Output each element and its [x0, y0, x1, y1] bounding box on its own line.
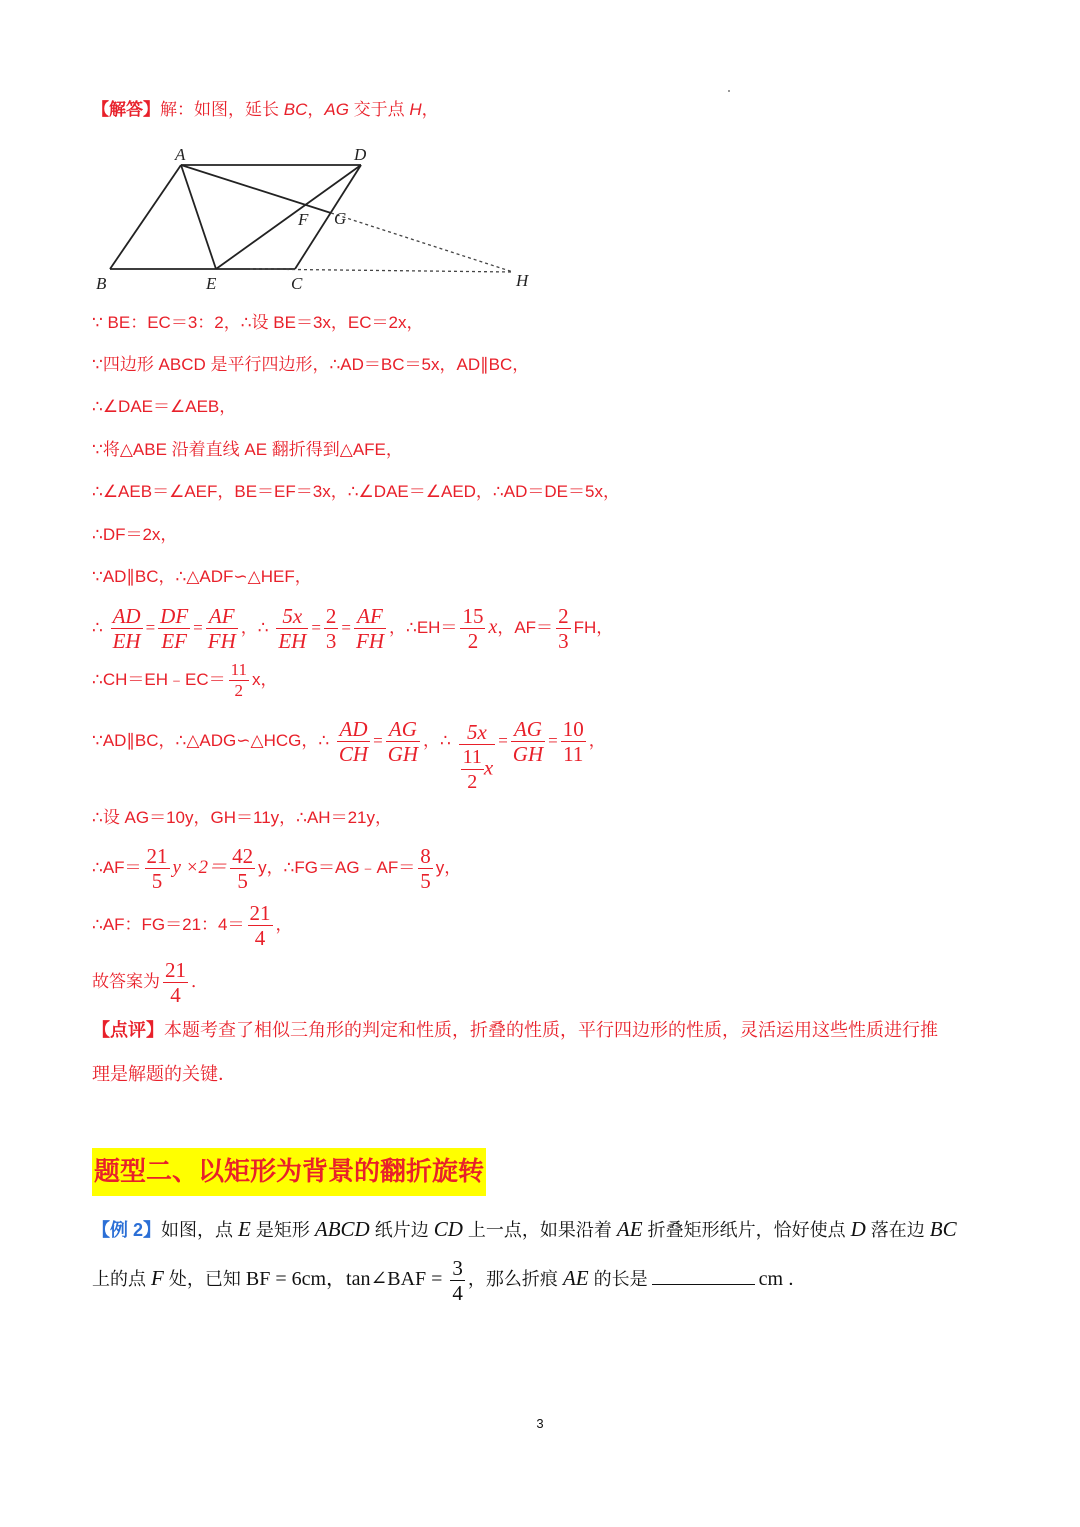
example-line-2: 上的点 F 处，已知 BF = 6cm，tan∠BAF = $\frac{3}{4}$ ，那么折痕 AE 的长是 cm ． — [92, 1255, 807, 1305]
edge-AB — [110, 165, 181, 269]
step-2: ∵四边形 ABCD 是平行四边形，∴AD＝BC＝5x，AD∥BC， — [92, 355, 530, 374]
step-5: ∴∠AEB＝∠AEF，BE＝EF＝3x，∴∠DAE＝∠AED，∴AD＝DE＝5x， — [92, 482, 620, 501]
final-answer: 故答案为 $\frac{21}{4}$ ． — [92, 958, 208, 1008]
label-B: B — [96, 274, 107, 293]
label-H: H — [516, 271, 529, 290]
fraction: $\frac{11}{2}$ — [230, 660, 247, 701]
answer-intro: 【解答】解：如图，延长 BC，AG 交于点 H， — [92, 100, 439, 119]
label-A: A — [175, 145, 186, 164]
step-9: ∴CH＝EH﹣EC＝ $\frac{11}{2}$ x， — [92, 660, 278, 701]
fraction: $\frac{10}{11}$ — [562, 717, 584, 767]
section-title: 题型二、以矩形为背景的翻折旋转 — [92, 1148, 486, 1196]
fraction: $\frac{3}{4}$ — [452, 1255, 463, 1305]
step-12: ∴AF＝ $\frac{21}{5}$ y ×2＝ $\frac{42}{5}$ y，∴FG＝AG﹣AF＝ $\frac{8}{5}$ y， — [92, 844, 462, 894]
step-4: ∵将△ABE 沿着直线 AE 翻折得到△AFE， — [92, 440, 403, 459]
dashed-GH — [331, 213, 513, 272]
label-C: C — [291, 274, 303, 293]
fraction: $\frac{15}{2}$ — [462, 604, 484, 654]
label-G: G — [334, 209, 347, 228]
label-E: E — [206, 274, 217, 293]
fraction: $\frac{11}{2}$ — [462, 745, 482, 793]
step-1: ∵ BE：EC＝3：2，∴设 BE＝3x，EC＝2x， — [92, 313, 424, 332]
step-8: ∴ $\frac{AD}{EH}$ = $\frac{DF}{EF}$ = $\frac{AF}{FH}$ ，∴ $\frac{5x}{EH}$ = $\frac{2}{3}$ = $\frac{AF}{FH}$ ，∴EH＝ $\frac{15}{2}$ x，AF＝ $\frac{2}{3}$ FH， — [92, 604, 614, 654]
segment-AE — [181, 165, 216, 269]
scan-dot — [728, 90, 730, 92]
fraction: $\frac{AF}{FH}$ — [356, 604, 384, 654]
step-6: ∴DF＝2x， — [92, 525, 178, 544]
fraction: $\frac{DF}{EF}$ — [160, 604, 189, 654]
label-F: F — [298, 210, 309, 229]
fraction: $\frac{8}{5}$ — [420, 844, 431, 894]
fraction: $\frac{21}{4}$ — [249, 901, 271, 951]
segment-AG — [181, 165, 331, 213]
step-7: ∵AD∥BC，∴△ADF∽△HEF， — [92, 567, 312, 586]
fraction: $\frac{21}{5}$ — [146, 844, 168, 894]
fraction: $\frac{5x}{EH}$ — [278, 604, 307, 654]
fraction: $\frac{2}{3}$ — [558, 604, 569, 654]
fraction: $\frac{AF}{FH}$ — [207, 604, 236, 654]
example-tag: 【例 2】 — [92, 1220, 162, 1240]
page-number: 3 — [536, 1416, 544, 1431]
step-3: ∴∠DAE＝∠AEB， — [92, 397, 237, 416]
fraction: $\frac{42}{5}$ — [232, 844, 254, 894]
step-11: ∴设 AG＝10y，GH＝11y，∴AH＝21y， — [92, 808, 392, 827]
example-line-1: 【例 2】如图，点 E 是矩形 ABCD 纸片边 CD 上一点，如果沿着 AE 折叠矩形纸片，恰好使点 D 落在边 BC — [92, 1217, 957, 1241]
fraction: $\frac{21}{4}$ — [165, 958, 186, 1008]
answer-tag: 【解答】 — [92, 100, 160, 119]
fraction: $\frac{AG}{GH}$ — [512, 717, 544, 767]
fraction: $\frac{2}{3}$ — [325, 604, 337, 654]
label-D: D — [354, 145, 367, 164]
step-13: ∴AF：FG＝21：4＝ $\frac{21}{4}$ ， — [92, 901, 293, 951]
fraction: $\frac{AG}{GH}$ — [387, 717, 419, 767]
review-line-2: 理是解题的关键． — [92, 1064, 236, 1084]
review-line-1: 【点评】本题考查了相似三角形的判定和性质，折叠的性质，平行四边形的性质，灵活运用这些性质进行推 — [92, 1020, 938, 1040]
compound-fraction: 5x $\frac{11}{2}$ x — [459, 720, 496, 794]
fraction: $\frac{AD}{CH}$ — [338, 717, 369, 767]
answer-blank[interactable] — [652, 1266, 755, 1285]
review-tag: 【点评】 — [92, 1020, 164, 1040]
parallelogram-figure — [88, 140, 548, 300]
step-10: ∵AD∥BC，∴△ADG∽△HCG，∴ $\frac{AD}{CH}$ = $\frac{AG}{GH}$ ，∴ 5x $\frac{11}{2}$ x = $\frac{AG}{GH}$ = $\frac{10}{11}$ ， — [92, 717, 606, 793]
fraction: $\frac{AD}{EH}$ — [112, 604, 141, 654]
